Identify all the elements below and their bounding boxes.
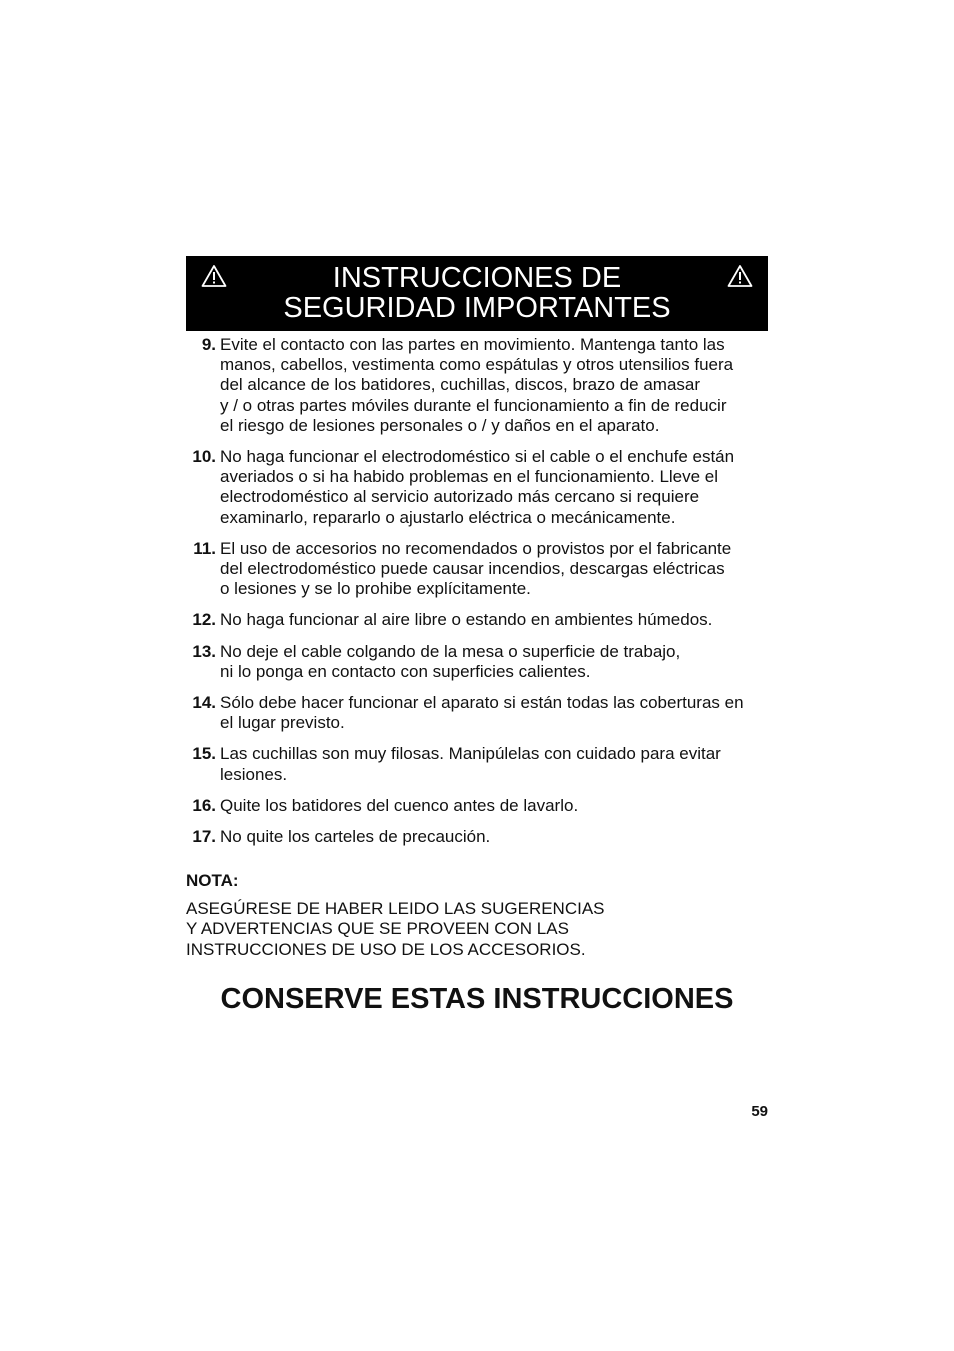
item-number: 11.	[193, 538, 216, 558]
safety-instructions-list	[186, 335, 776, 858]
item-text-line: No deje el cable colgando de la mesa o superficie de trabajo,	[220, 641, 681, 661]
item-text	[220, 744, 776, 784]
page-title	[186, 263, 768, 323]
list-item	[186, 796, 776, 816]
item-text	[220, 335, 776, 436]
list-item	[186, 827, 776, 847]
item-number: 14.	[192, 693, 216, 713]
item-text-line: electrodoméstico al servicio autorizado más cercano si requiere	[220, 487, 700, 507]
list-item	[186, 693, 776, 733]
note-line: ASEGÚRESE DE HABER LEIDO LAS SUGERENCIAS	[186, 898, 605, 918]
item-number: 12.	[192, 610, 216, 630]
list-item	[186, 539, 776, 600]
note-line: INSTRUCCIONES DE USO DE LOS ACCESORIOS.	[186, 939, 586, 959]
item-text-line: el lugar previsto.	[220, 713, 345, 733]
item-text	[220, 827, 776, 847]
note-section	[186, 871, 605, 960]
item-text-line: Las cuchillas son muy filosas. Manipúlelas con cuidado para evitar	[220, 744, 721, 764]
item-text-line: examinarlo, repararlo o ajustarlo eléctrica o mecánicamente.	[220, 507, 676, 527]
item-text-line: Evite el contacto con las partes en movimiento. Mantenga tanto las	[220, 335, 725, 354]
title-line-1: INSTRUCCIONES DE	[332, 262, 622, 294]
item-text	[220, 610, 776, 630]
note-line: Y ADVERTENCIAS QUE SE PROVEEN CON LAS	[186, 919, 569, 938]
title-line-2: SEGURIDAD IMPORTANTES	[283, 292, 671, 324]
item-text	[220, 693, 776, 733]
list-item	[186, 447, 776, 528]
item-text-line: lesiones.	[220, 764, 288, 784]
warning-triangle-icon	[727, 264, 753, 288]
list-item	[186, 610, 776, 630]
item-text-line: ni lo ponga en contacto con superficies calientes.	[220, 661, 591, 681]
item-text-line: Quite los batidores del cuenco antes de lavarlo.	[220, 795, 579, 815]
item-text-line: averiados o si ha habido problemas en el funcionamiento. Lleve el	[220, 467, 719, 487]
note-text	[186, 899, 605, 961]
item-number: 15.	[192, 744, 216, 764]
item-text-line: No haga funcionar al aire libre o estando en ambientes húmedos.	[220, 610, 713, 630]
item-number: 16.	[192, 795, 216, 815]
item-text-line: y / o otras partes móviles durante el funcionamiento a fin de reducir	[220, 395, 727, 415]
page-number: 59	[751, 1103, 768, 1120]
item-number: 17.	[192, 827, 216, 847]
note-label: NOTA:	[186, 871, 239, 890]
item-text	[220, 796, 776, 816]
item-text-line: el riesgo de lesiones personales o / y daños en el aparato.	[220, 415, 660, 435]
item-text-line: del electrodoméstico puede causar incendios, descargas eléctricas	[220, 559, 725, 579]
item-text	[220, 539, 776, 600]
item-number: 10.	[192, 447, 216, 467]
item-text-line: manos, cabellos, vestimenta como espátulas y otros utensilios fuera	[220, 355, 734, 375]
conserve-heading: CONSERVE ESTAS INSTRUCCIONES	[220, 983, 734, 1015]
item-text-line: Sólo debe hacer funcionar el aparato si están todas las coberturas en	[220, 693, 744, 713]
item-text	[220, 642, 776, 682]
item-number: 9.	[201, 335, 216, 354]
item-number: 13.	[192, 641, 216, 661]
list-item	[186, 744, 776, 784]
list-item	[186, 642, 776, 682]
item-text-line: o lesiones y se lo prohibe explícitamente.	[220, 579, 531, 599]
list-item	[186, 335, 776, 436]
item-text-line: El uso de accesorios no recomendados o provistos por el fabricante	[220, 538, 732, 558]
item-text	[220, 447, 776, 528]
safety-header-banner	[186, 256, 768, 331]
item-text-line: del alcance de los batidores, cuchillas, discos, brazo de amasar	[220, 375, 701, 395]
item-text-line: No quite los carteles de precaución.	[220, 827, 491, 847]
item-text-line: No haga funcionar el electrodoméstico si el cable o el enchufe están	[220, 447, 735, 467]
